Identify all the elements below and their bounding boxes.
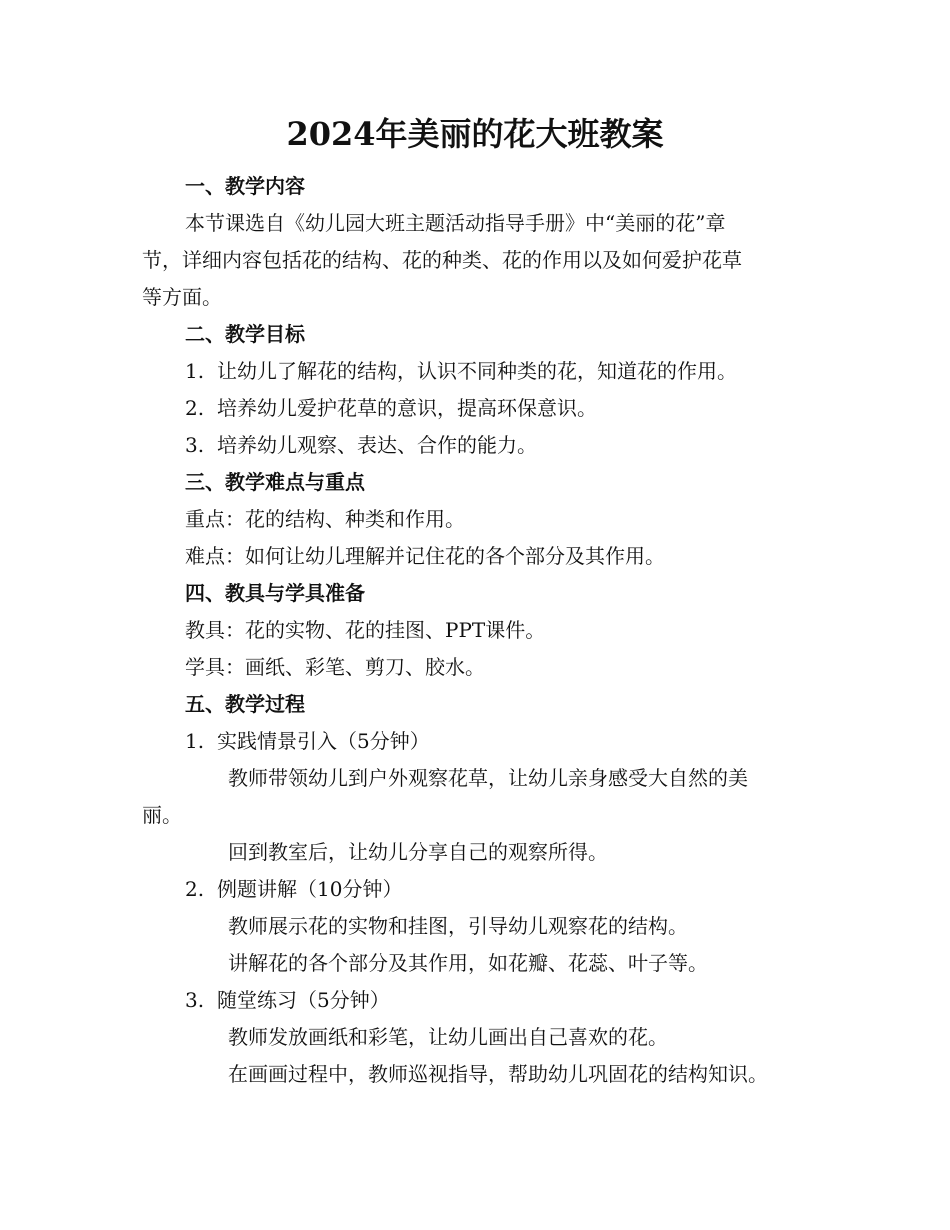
process-step-line: 在画画过程中，教师巡视指导，帮助幼儿巩固花的结构知识。 bbox=[228, 1062, 768, 1086]
section-heading-process: 五、教学过程 bbox=[185, 692, 305, 716]
teaching-aids-text: 教具：花的实物、花的挂图、PPT课件。 bbox=[185, 618, 546, 642]
process-step-line: 教师带领幼儿到户外观察花草，让幼儿亲身感受大自然的美 bbox=[228, 766, 748, 790]
learning-aids-text: 学具：画纸、彩笔、剪刀、胶水。 bbox=[185, 655, 485, 679]
list-text: 实践情景引入（5分钟） bbox=[217, 729, 430, 753]
objective-item bbox=[185, 394, 597, 422]
difficult-point-text: 难点：如何让幼儿理解并记住花的各个部分及其作用。 bbox=[185, 544, 665, 568]
process-step-title bbox=[185, 875, 402, 903]
list-number: 3. bbox=[185, 433, 205, 457]
list-number: 1. bbox=[185, 729, 205, 753]
list-text: 培养幼儿爱护花草的意识，提高环保意识。 bbox=[217, 396, 597, 420]
list-number: 2. bbox=[185, 877, 205, 901]
process-step-line: 丽。 bbox=[142, 803, 182, 827]
list-text: 让幼儿了解花的结构，认识不同种类的花，知道花的作用。 bbox=[217, 359, 737, 383]
objective-item bbox=[185, 431, 537, 459]
objective-item bbox=[185, 357, 737, 385]
process-step-line: 回到教室后，让幼儿分享自己的观察所得。 bbox=[228, 840, 608, 864]
section-heading-materials: 四、教具与学具准备 bbox=[185, 581, 365, 605]
process-step-title bbox=[185, 986, 390, 1014]
list-text: 培养幼儿观察、表达、合作的能力。 bbox=[217, 433, 537, 457]
list-number: 2. bbox=[185, 396, 205, 420]
process-step-line: 教师展示花的实物和挂图，引导幼儿观察花的结构。 bbox=[228, 914, 688, 938]
list-text: 例题讲解（10分钟） bbox=[217, 877, 403, 901]
process-step-title bbox=[185, 727, 430, 755]
section-heading-content: 一、教学内容 bbox=[185, 174, 305, 198]
document-title: 2024年美丽的花大班教案 bbox=[286, 115, 664, 153]
key-point-text: 重点：花的结构、种类和作用。 bbox=[185, 507, 465, 531]
list-number: 3. bbox=[185, 988, 205, 1012]
list-text: 随堂练习（5分钟） bbox=[217, 988, 390, 1012]
section-heading-objectives: 二、教学目标 bbox=[185, 322, 305, 346]
list-number: 1. bbox=[185, 359, 205, 383]
content-paragraph-line: 本节课选自《幼儿园大班主题活动指导手册》中“美丽的花”章 bbox=[185, 211, 726, 235]
content-paragraph-line: 节，详细内容包括花的结构、花的种类、花的作用以及如何爱护花草 bbox=[142, 248, 742, 272]
content-paragraph-line: 等方面。 bbox=[142, 285, 222, 309]
process-step-line: 讲解花的各个部分及其作用，如花瓣、花蕊、叶子等。 bbox=[228, 951, 708, 975]
process-step-line: 教师发放画纸和彩笔，让幼儿画出自己喜欢的花。 bbox=[228, 1025, 668, 1049]
section-heading-key-points: 三、教学难点与重点 bbox=[185, 470, 365, 494]
